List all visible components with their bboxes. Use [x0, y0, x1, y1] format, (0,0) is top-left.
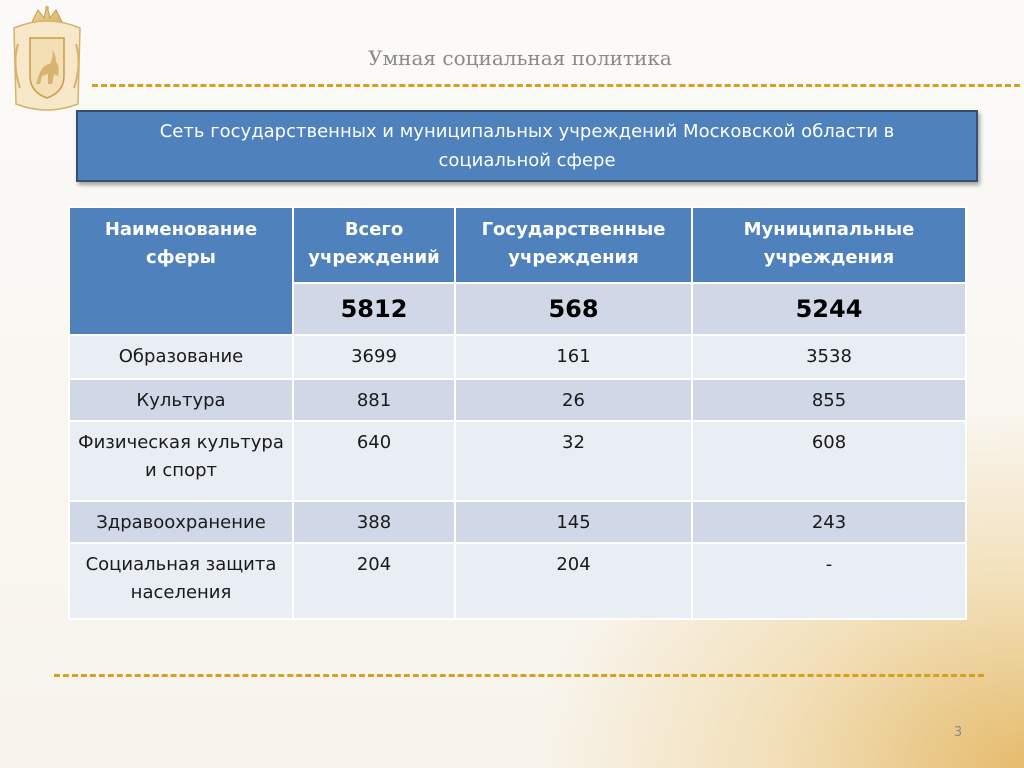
top-dashed-divider: [92, 84, 1020, 87]
table-row: [69, 379, 966, 421]
institutions-table: [68, 206, 967, 620]
header-sphere-name: Наименование сферы: [69, 207, 293, 335]
row-municipal: 855: [692, 379, 966, 421]
row-municipal: 3538: [692, 335, 966, 379]
header-municipal: Муниципальные учреждения: [692, 207, 966, 283]
row-sphere: Здравоохранение: [69, 501, 293, 543]
row-total: 640: [293, 421, 455, 501]
table-row: [69, 335, 966, 379]
row-state: 26: [455, 379, 692, 421]
header-total: Всего учреждений: [293, 207, 455, 283]
row-sphere: Физическая культура и спорт: [69, 421, 293, 501]
total-all: 5812: [293, 283, 455, 335]
page-number: 3: [953, 725, 963, 740]
row-total: 204: [293, 543, 455, 619]
table-row: [69, 421, 966, 501]
row-state: 204: [455, 543, 692, 619]
header-state: Государственные учреждения: [455, 207, 692, 283]
table-row: [69, 501, 966, 543]
row-sphere: Образование: [69, 335, 293, 379]
total-municipal: 5244: [692, 283, 966, 335]
table-heading-box: [76, 110, 978, 182]
row-municipal: 243: [692, 501, 966, 543]
row-total: 881: [293, 379, 455, 421]
slide-title: Умная социальная политика: [368, 46, 672, 70]
table-heading: Сеть государственных и муниципальных учреждений Московской области в социальной сфере: [159, 121, 895, 171]
row-municipal: -: [692, 543, 966, 619]
coat-of-arms-logo: [8, 4, 86, 114]
table-row: [69, 543, 966, 619]
bottom-dashed-divider: [54, 674, 984, 677]
row-total: 3699: [293, 335, 455, 379]
row-state: 161: [455, 335, 692, 379]
row-sphere: Культура: [69, 379, 293, 421]
total-state: 568: [455, 283, 692, 335]
row-municipal: 608: [692, 421, 966, 501]
row-sphere: Социальная защита населения: [69, 543, 293, 619]
row-state: 145: [455, 501, 692, 543]
row-state: 32: [455, 421, 692, 501]
row-total: 388: [293, 501, 455, 543]
